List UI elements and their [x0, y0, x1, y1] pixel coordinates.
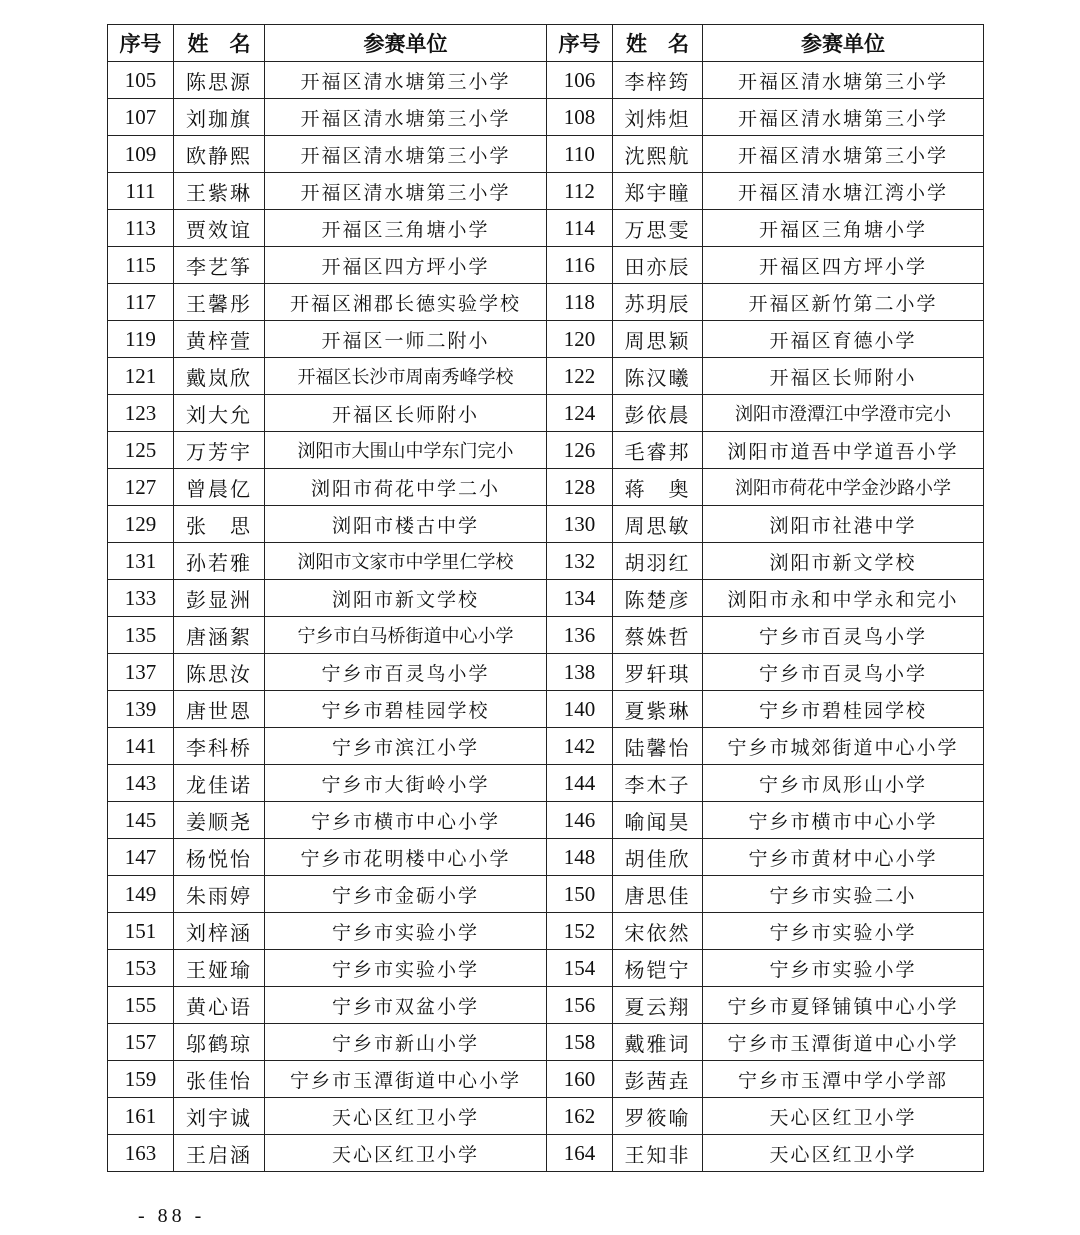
participant-name-left: 张 思 — [174, 506, 265, 543]
participant-unit-right: 浏阳市社港中学 — [703, 506, 984, 543]
entry-number-left: 151 — [108, 913, 174, 950]
entry-number-left: 113 — [108, 210, 174, 247]
table-row — [108, 358, 984, 395]
table-row — [108, 876, 984, 913]
entry-number-left: 157 — [108, 1024, 174, 1061]
entry-number-right: 106 — [547, 62, 613, 99]
table-row — [108, 802, 984, 839]
participant-name-right: 万思雯 — [613, 210, 703, 247]
entry-number-right: 114 — [547, 210, 613, 247]
participant-name-right: 夏紫琳 — [613, 691, 703, 728]
entry-number-right: 136 — [547, 617, 613, 654]
participant-name-left: 刘大允 — [174, 395, 265, 432]
table-row — [108, 247, 984, 284]
entry-number-left: 107 — [108, 99, 174, 136]
participant-unit-right: 开福区清水塘第三小学 — [703, 62, 984, 99]
participant-unit-right: 开福区育德小学 — [703, 321, 984, 358]
table-row — [108, 506, 984, 543]
participant-name-left: 刘宇诚 — [174, 1098, 265, 1135]
entry-number-left: 149 — [108, 876, 174, 913]
participant-unit-right: 宁乡市碧桂园学校 — [703, 691, 984, 728]
participant-unit-right: 浏阳市荷花中学金沙路小学 — [703, 469, 984, 506]
table-row — [108, 210, 984, 247]
participant-unit-left: 浏阳市文家市中学里仁学校 — [265, 543, 547, 580]
table-row — [108, 654, 984, 691]
participant-unit-left: 宁乡市横市中心小学 — [265, 802, 547, 839]
participant-name-left: 彭显洲 — [174, 580, 265, 617]
table-row — [108, 1061, 984, 1098]
table-row — [108, 1135, 984, 1172]
participant-name-left: 王馨彤 — [174, 284, 265, 321]
participant-name-right: 沈熙航 — [613, 136, 703, 173]
participant-unit-left: 宁乡市金砺小学 — [265, 876, 547, 913]
table-row — [108, 765, 984, 802]
participant-unit-right: 宁乡市夏铎铺镇中心小学 — [703, 987, 984, 1024]
participant-name-left: 陈思汝 — [174, 654, 265, 691]
table-row — [108, 691, 984, 728]
entry-number-right: 140 — [547, 691, 613, 728]
participant-name-left: 万芳宇 — [174, 432, 265, 469]
participant-name-left: 王紫琳 — [174, 173, 265, 210]
entry-number-right: 122 — [547, 358, 613, 395]
table-row — [108, 580, 984, 617]
header-name-left: 姓 名 — [174, 25, 265, 62]
participant-unit-left: 宁乡市新山小学 — [265, 1024, 547, 1061]
participant-unit-left: 浏阳市大围山中学东门完小 — [265, 432, 547, 469]
participant-unit-left: 开福区三角塘小学 — [265, 210, 547, 247]
participant-unit-left: 开福区长沙市周南秀峰学校 — [265, 358, 547, 395]
entry-number-right: 134 — [547, 580, 613, 617]
entry-number-right: 144 — [547, 765, 613, 802]
entry-number-right: 154 — [547, 950, 613, 987]
participant-name-left: 陈思源 — [174, 62, 265, 99]
entry-number-left: 133 — [108, 580, 174, 617]
participant-unit-left: 宁乡市实验小学 — [265, 913, 547, 950]
participant-name-right: 周思颖 — [613, 321, 703, 358]
participant-name-left: 戴岚欣 — [174, 358, 265, 395]
entry-number-left: 109 — [108, 136, 174, 173]
participant-unit-left: 浏阳市荷花中学二小 — [265, 469, 547, 506]
entry-number-right: 118 — [547, 284, 613, 321]
header-seq-right: 序号 — [547, 25, 613, 62]
table-row — [108, 62, 984, 99]
participant-unit-right: 开福区新竹第二小学 — [703, 284, 984, 321]
page-number: - 88 - — [138, 1205, 206, 1227]
participant-name-right: 宋依然 — [613, 913, 703, 950]
participant-name-right: 蔡姝哲 — [613, 617, 703, 654]
entry-number-left: 139 — [108, 691, 174, 728]
participant-unit-right: 宁乡市凤形山小学 — [703, 765, 984, 802]
entry-number-right: 164 — [547, 1135, 613, 1172]
entry-number-left: 129 — [108, 506, 174, 543]
participant-name-right: 唐思佳 — [613, 876, 703, 913]
participant-unit-left: 开福区四方坪小学 — [265, 247, 547, 284]
header-unit-left: 参赛单位 — [265, 25, 547, 62]
table-row — [108, 321, 984, 358]
participant-unit-right: 浏阳市道吾中学道吾小学 — [703, 432, 984, 469]
table-row — [108, 136, 984, 173]
entry-number-left: 137 — [108, 654, 174, 691]
entry-number-left: 111 — [108, 173, 174, 210]
participant-name-right: 戴雅词 — [613, 1024, 703, 1061]
participant-name-left: 李科桥 — [174, 728, 265, 765]
entry-number-left: 127 — [108, 469, 174, 506]
entry-number-left: 153 — [108, 950, 174, 987]
table-row — [108, 395, 984, 432]
table-row — [108, 1098, 984, 1135]
entry-number-right: 150 — [547, 876, 613, 913]
table-row — [108, 987, 984, 1024]
entry-number-right: 130 — [547, 506, 613, 543]
participant-name-right: 苏玥辰 — [613, 284, 703, 321]
participant-name-left: 唐世恩 — [174, 691, 265, 728]
table-row — [108, 432, 984, 469]
participant-unit-left: 浏阳市新文学校 — [265, 580, 547, 617]
header-unit-right: 参赛单位 — [703, 25, 984, 62]
participant-name-right: 陈楚彦 — [613, 580, 703, 617]
entry-number-right: 112 — [547, 173, 613, 210]
participant-name-left: 朱雨婷 — [174, 876, 265, 913]
entry-number-right: 108 — [547, 99, 613, 136]
entry-number-right: 142 — [547, 728, 613, 765]
table-row — [108, 728, 984, 765]
header-seq-left: 序号 — [108, 25, 174, 62]
participant-name-left: 刘梓涵 — [174, 913, 265, 950]
entry-number-right: 158 — [547, 1024, 613, 1061]
entry-number-right: 152 — [547, 913, 613, 950]
entry-number-left: 161 — [108, 1098, 174, 1135]
participant-unit-right: 开福区长师附小 — [703, 358, 984, 395]
entry-number-left: 117 — [108, 284, 174, 321]
entry-number-right: 156 — [547, 987, 613, 1024]
entry-number-left: 135 — [108, 617, 174, 654]
table-row — [108, 839, 984, 876]
table-row — [108, 913, 984, 950]
participant-name-right: 陆馨怡 — [613, 728, 703, 765]
participant-unit-left: 天心区红卫小学 — [265, 1098, 547, 1135]
participant-unit-right: 开福区清水塘第三小学 — [703, 136, 984, 173]
participant-name-right: 喻闻昊 — [613, 802, 703, 839]
participant-unit-right: 宁乡市实验二小 — [703, 876, 984, 913]
participant-name-left: 王启涵 — [174, 1135, 265, 1172]
entry-number-left: 147 — [108, 839, 174, 876]
entry-number-right: 132 — [547, 543, 613, 580]
participant-unit-right: 开福区清水塘第三小学 — [703, 99, 984, 136]
participant-unit-right: 宁乡市玉潭街道中心小学 — [703, 1024, 984, 1061]
entry-number-right: 148 — [547, 839, 613, 876]
entry-number-left: 131 — [108, 543, 174, 580]
participant-name-right: 胡佳欣 — [613, 839, 703, 876]
participant-name-left: 王娅瑜 — [174, 950, 265, 987]
participant-name-right: 杨铠宁 — [613, 950, 703, 987]
participant-name-right: 刘炜炟 — [613, 99, 703, 136]
entry-number-left: 155 — [108, 987, 174, 1024]
participant-unit-left: 宁乡市实验小学 — [265, 950, 547, 987]
entry-number-left: 143 — [108, 765, 174, 802]
participant-name-right: 夏云翔 — [613, 987, 703, 1024]
participant-unit-right: 浏阳市新文学校 — [703, 543, 984, 580]
table-row — [108, 284, 984, 321]
table-row — [108, 173, 984, 210]
participant-name-right: 陈汉曦 — [613, 358, 703, 395]
header-name-right: 姓 名 — [613, 25, 703, 62]
participant-name-left: 贾效谊 — [174, 210, 265, 247]
participant-name-right: 王知非 — [613, 1135, 703, 1172]
participant-unit-left: 宁乡市碧桂园学校 — [265, 691, 547, 728]
entry-number-right: 120 — [547, 321, 613, 358]
participant-name-right: 胡羽红 — [613, 543, 703, 580]
entry-number-left: 163 — [108, 1135, 174, 1172]
entry-number-left: 145 — [108, 802, 174, 839]
participant-unit-right: 天心区红卫小学 — [703, 1098, 984, 1135]
participant-unit-right: 开福区四方坪小学 — [703, 247, 984, 284]
entry-number-right: 126 — [547, 432, 613, 469]
participant-name-right: 蒋 奥 — [613, 469, 703, 506]
table-row — [108, 469, 984, 506]
entry-number-right: 124 — [547, 395, 613, 432]
participant-unit-right: 宁乡市百灵鸟小学 — [703, 654, 984, 691]
entry-number-right: 146 — [547, 802, 613, 839]
entry-number-right: 110 — [547, 136, 613, 173]
participant-name-right: 周思敏 — [613, 506, 703, 543]
participant-name-left: 曾晨亿 — [174, 469, 265, 506]
entry-number-left: 159 — [108, 1061, 174, 1098]
participant-unit-left: 宁乡市百灵鸟小学 — [265, 654, 547, 691]
table-row — [108, 99, 984, 136]
participant-unit-left: 宁乡市大街岭小学 — [265, 765, 547, 802]
participant-unit-left: 开福区长师附小 — [265, 395, 547, 432]
participant-name-left: 杨悦怡 — [174, 839, 265, 876]
entry-number-right: 116 — [547, 247, 613, 284]
participant-name-left: 邬鹤琼 — [174, 1024, 265, 1061]
participant-name-left: 龙佳诺 — [174, 765, 265, 802]
table-row — [108, 543, 984, 580]
participant-name-left: 黄梓萱 — [174, 321, 265, 358]
participant-name-right: 郑宇瞳 — [613, 173, 703, 210]
participant-name-left: 姜顺尧 — [174, 802, 265, 839]
participant-table — [107, 24, 984, 1172]
entry-number-right: 160 — [547, 1061, 613, 1098]
participant-name-left: 刘珈旗 — [174, 99, 265, 136]
participant-name-left: 黄心语 — [174, 987, 265, 1024]
participant-unit-right: 天心区红卫小学 — [703, 1135, 984, 1172]
table-body — [108, 62, 984, 1172]
participant-unit-right: 宁乡市百灵鸟小学 — [703, 617, 984, 654]
participant-unit-left: 开福区清水塘第三小学 — [265, 173, 547, 210]
participant-name-right: 罗轩琪 — [613, 654, 703, 691]
participant-unit-right: 宁乡市实验小学 — [703, 950, 984, 987]
participant-unit-right: 宁乡市横市中心小学 — [703, 802, 984, 839]
participant-unit-right: 浏阳市永和中学永和完小 — [703, 580, 984, 617]
participant-unit-left: 天心区红卫小学 — [265, 1135, 547, 1172]
participant-name-left: 孙若雅 — [174, 543, 265, 580]
participant-name-left: 李艺筝 — [174, 247, 265, 284]
participant-unit-left: 开福区一师二附小 — [265, 321, 547, 358]
entry-number-right: 128 — [547, 469, 613, 506]
table-row — [108, 617, 984, 654]
participant-unit-right: 宁乡市玉潭中学小学部 — [703, 1061, 984, 1098]
participant-unit-left: 开福区清水塘第三小学 — [265, 99, 547, 136]
participant-unit-left: 开福区清水塘第三小学 — [265, 62, 547, 99]
participant-unit-left: 开福区清水塘第三小学 — [265, 136, 547, 173]
participant-name-right: 田亦辰 — [613, 247, 703, 284]
participant-name-right: 彭茜垚 — [613, 1061, 703, 1098]
entry-number-left: 105 — [108, 62, 174, 99]
entry-number-left: 125 — [108, 432, 174, 469]
participant-unit-left: 宁乡市滨江小学 — [265, 728, 547, 765]
participant-name-left: 唐涵絮 — [174, 617, 265, 654]
entry-number-right: 138 — [547, 654, 613, 691]
participant-name-right: 毛睿邦 — [613, 432, 703, 469]
participant-unit-right: 开福区三角塘小学 — [703, 210, 984, 247]
participant-unit-right: 浏阳市澄潭江中学澄市完小 — [703, 395, 984, 432]
participant-name-right: 彭依晨 — [613, 395, 703, 432]
participant-unit-left: 浏阳市楼古中学 — [265, 506, 547, 543]
table-header-row — [108, 25, 984, 62]
participant-name-right: 罗筱喻 — [613, 1098, 703, 1135]
entry-number-left: 115 — [108, 247, 174, 284]
table-row — [108, 1024, 984, 1061]
participant-name-right: 李木子 — [613, 765, 703, 802]
participant-unit-left: 宁乡市白马桥街道中心小学 — [265, 617, 547, 654]
participant-name-right: 李梓筠 — [613, 62, 703, 99]
table-row — [108, 950, 984, 987]
participant-name-left: 张佳怡 — [174, 1061, 265, 1098]
entry-number-left: 123 — [108, 395, 174, 432]
participant-unit-left: 宁乡市双盆小学 — [265, 987, 547, 1024]
participant-unit-left: 宁乡市玉潭街道中心小学 — [265, 1061, 547, 1098]
entry-number-left: 119 — [108, 321, 174, 358]
participant-unit-right: 宁乡市实验小学 — [703, 913, 984, 950]
entry-number-left: 141 — [108, 728, 174, 765]
entry-number-right: 162 — [547, 1098, 613, 1135]
participant-unit-left: 宁乡市花明楼中心小学 — [265, 839, 547, 876]
participant-unit-right: 宁乡市黄材中心小学 — [703, 839, 984, 876]
participant-unit-right: 宁乡市城郊街道中心小学 — [703, 728, 984, 765]
participant-unit-right: 开福区清水塘江湾小学 — [703, 173, 984, 210]
participant-unit-left: 开福区湘郡长德实验学校 — [265, 284, 547, 321]
participant-name-left: 欧静熙 — [174, 136, 265, 173]
entry-number-left: 121 — [108, 358, 174, 395]
